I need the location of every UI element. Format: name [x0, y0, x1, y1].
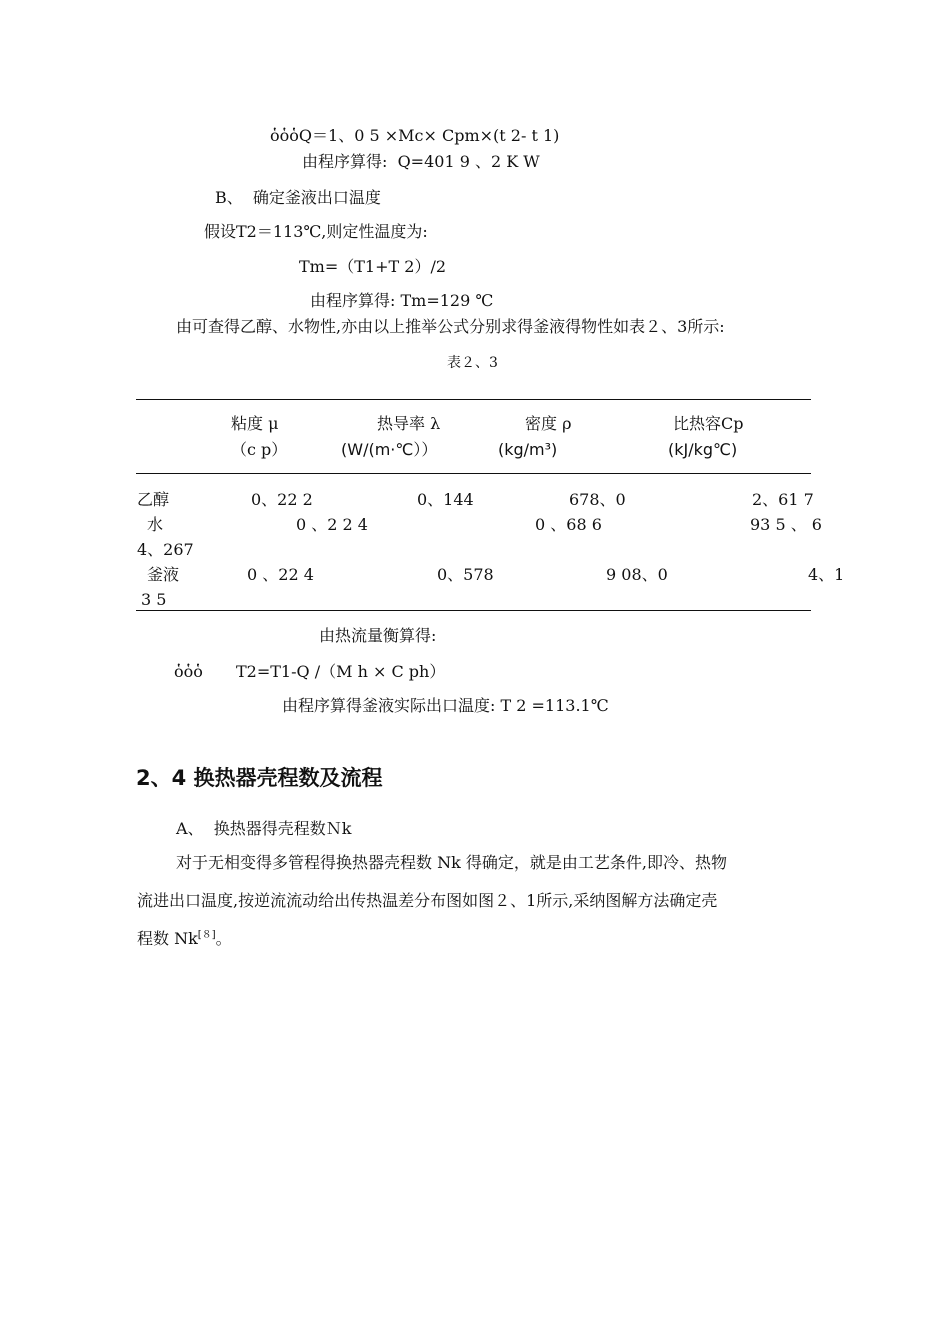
header-viscosity: 粘度 μ — [231, 414, 279, 433]
row-ethanol-viscosity: 0、22 2 — [251, 490, 313, 509]
row-kettle-density: 9 08、0 — [606, 565, 668, 584]
citation-ref: [８] — [197, 929, 216, 941]
paragraph-line-3 — [137, 929, 232, 949]
row-kettle-conductivity: 0、578 — [437, 565, 494, 584]
paragraph-end: 。 — [215, 929, 232, 948]
row-water-label: 水 — [147, 515, 164, 534]
table-bottom-rule — [136, 610, 811, 611]
tm-formula: Tm=（T1+T 2）/2 — [299, 257, 447, 276]
header-conductivity-unit: (W/(m·℃）） — [341, 440, 438, 459]
q-result: 由程序算得: Q=401 9 、2 K W — [302, 152, 540, 171]
section-b-title: B、 确定釜液出口温度 — [215, 188, 381, 207]
table-top-rule — [136, 399, 811, 400]
table-intro: 由可查得乙醇、水物性,亦由以上推举公式分别求得釜液得物性如表２、3所示: — [176, 317, 725, 336]
heat-balance-text: 由热流量衡算得: — [319, 626, 437, 645]
row-kettle-label: 釜液 — [147, 565, 180, 584]
section-heading: 2、4 换热器壳程数及流程 — [136, 766, 383, 790]
table-caption: 表２、3 — [447, 355, 498, 371]
row-ethanol-label: 乙醇 — [137, 490, 170, 509]
row-kettle-viscosity: 0 、22 4 — [247, 565, 314, 584]
row-ethanol-conductivity: 0、144 — [417, 490, 474, 509]
paragraph-line-3-text: 程数 Nk — [137, 929, 198, 948]
subsection-a-title: A、 换热器得壳程数Ｎk — [176, 819, 352, 838]
row-water-viscosity: 0 、2 2 4 — [296, 515, 368, 534]
assumption-text: 假设T2＝113℃,则定性温度为: — [204, 222, 428, 241]
tm-result: 由程序算得: Tm=129 ℃ — [310, 291, 494, 310]
row-ethanol-heat-capacity: 2、61 7 — [752, 490, 814, 509]
row-ethanol-density: 678、0 — [569, 490, 626, 509]
row-water-continuation: 4、267 — [137, 540, 194, 559]
header-density-unit: (kg/m³) — [498, 440, 558, 459]
header-viscosity-unit: （c p） — [231, 440, 288, 459]
row-kettle-continuation: 3 5 — [141, 590, 167, 609]
row-water-conductivity: 0 、68 6 — [535, 515, 602, 534]
header-density: 密度 ρ — [525, 414, 572, 433]
header-heat-capacity: 比热容Cp — [673, 414, 744, 433]
t2-formula-prefix: ὁὁὁ — [174, 662, 203, 681]
row-kettle-heat-capacity: 4、1 — [808, 565, 845, 584]
header-conductivity: 热导率 λ — [377, 414, 441, 433]
paragraph-line-2: 流进出口温度,按逆流流动给出传热温差分布图如图２、1所示,采纳图解方法确定壳 — [137, 891, 718, 910]
t2-result: 由程序算得釜液实际出口温度: T 2 =113.1℃ — [282, 696, 609, 715]
row-water-density: 93 5 、 6 — [750, 515, 822, 534]
header-heat-capacity-unit: (kJ/kg℃) — [668, 440, 738, 459]
q-formula: ὁὁὁQ＝1、0 5 ×Mc× Cpm×(t 2- t 1) — [270, 126, 560, 145]
paragraph-line-1: 对于无相变得多管程得换热器壳程数 Nk 得确定，就是由工艺条件,即冷、热物 — [176, 853, 727, 872]
table-header-rule — [136, 473, 811, 474]
t2-formula: T2=T1-Q /（M h × C ph） — [236, 662, 446, 681]
